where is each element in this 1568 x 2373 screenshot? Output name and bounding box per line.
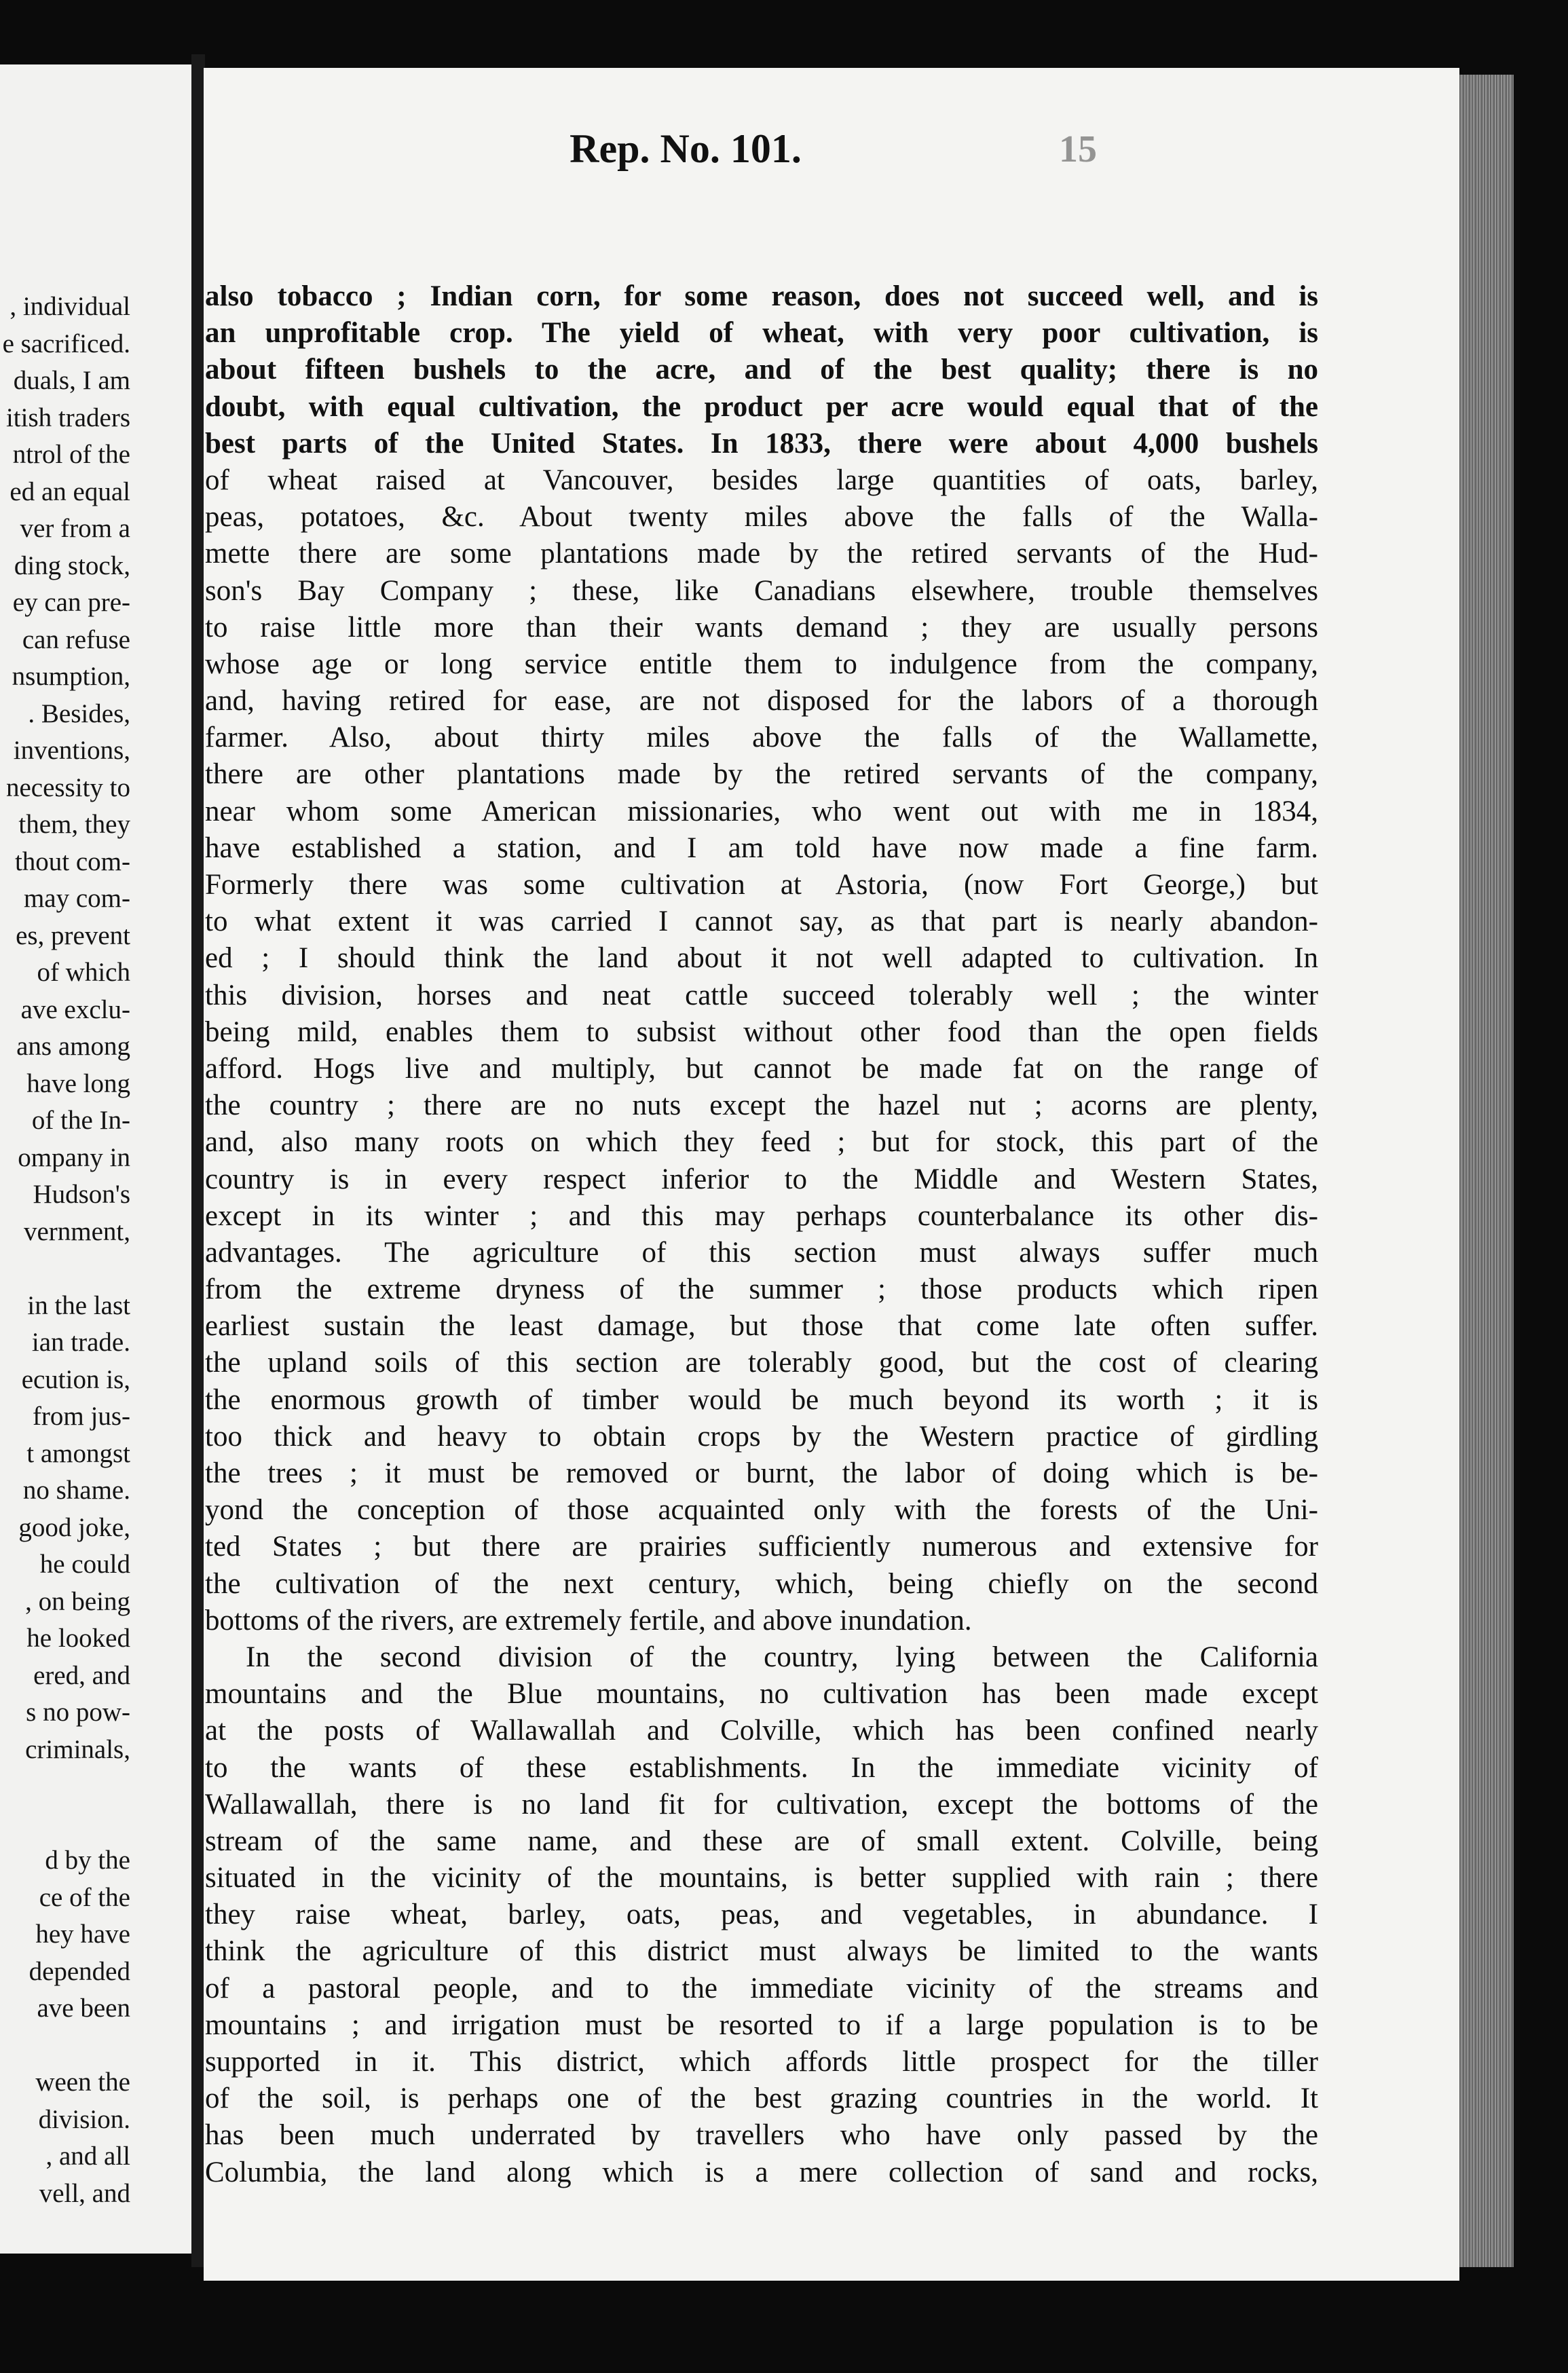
text-line: mountains ; and irrigation must be resorted to if a large population is to be bbox=[205, 2008, 1318, 2041]
page-header-title: Rep. No. 101. bbox=[570, 126, 802, 171]
left-page-line: have long bbox=[26, 1068, 130, 1098]
text-line: to raise little more than their wants demand ; they are usually persons bbox=[205, 611, 1318, 643]
left-page-line: Hudson's bbox=[33, 1180, 130, 1209]
left-page-line: ntrol of the bbox=[12, 440, 130, 469]
left-page-line: he looked bbox=[26, 1624, 130, 1653]
text-line: the trees ; it must be removed or burnt, the labor of doing which is be- bbox=[205, 1457, 1318, 1489]
text-line: yond the conception of those acquainted only with the forests of the Uni- bbox=[205, 1494, 1318, 1527]
left-page-line: good joke, bbox=[18, 1512, 130, 1542]
left-page-line: ian trade. bbox=[31, 1328, 130, 1357]
text-line: In the second division of the country, lying between the California bbox=[246, 1641, 1318, 1673]
left-page-line: them, they bbox=[18, 810, 130, 839]
text-line: of the soil, is perhaps one of the best grazing countries in the world. It bbox=[205, 2082, 1318, 2115]
text-line: think the agriculture of this district must always be limited to the wants bbox=[205, 1935, 1318, 1968]
left-page-line: d by the bbox=[45, 1846, 130, 1875]
text-line: also tobacco ; Indian corn, for some reason, does not succeed well, and is bbox=[205, 280, 1318, 312]
text-line: has been much underrated by travellers who have only passed by the bbox=[205, 2119, 1318, 2152]
left-page-line: ce of the bbox=[39, 1882, 130, 1912]
text-line: this division, horses and neat cattle succeed tolerably well ; the winter bbox=[205, 979, 1318, 1011]
text-line: near whom some American missionaries, who went out with me in 1834, bbox=[205, 795, 1318, 827]
left-page-line: ans among bbox=[16, 1032, 130, 1061]
left-page-line: ed an equal bbox=[10, 477, 130, 506]
left-page-line: , individual bbox=[10, 292, 130, 321]
text-line: ted States ; but there are prairies sufficiently numerous and extensive for bbox=[205, 1531, 1318, 1563]
text-line: mountains and the Blue mountains, no cultivation has been made except bbox=[205, 1678, 1318, 1711]
text-line: stream of the same name, and these are of small extent. Colville, being bbox=[205, 1825, 1318, 1857]
text-line: whose age or long service entitle them to indulgence from the company, bbox=[205, 648, 1318, 680]
left-page-line: , and all bbox=[45, 2142, 130, 2171]
text-line: afford. Hogs live and multiply, but cannot be made fat on the range of bbox=[205, 1052, 1318, 1085]
left-page-line: itish traders bbox=[5, 403, 130, 432]
text-line: from the extreme dryness of the summer ; those products which ripen bbox=[205, 1273, 1318, 1306]
text-line: at the posts of Wallawallah and Colville, which has been confined nearly bbox=[205, 1715, 1318, 1747]
left-page-line: necessity to bbox=[5, 772, 130, 802]
text-line: earliest sustain the least damage, but those that come late often suffer. bbox=[205, 1310, 1318, 1343]
text-line: peas, potatoes, &c. About twenty miles above the falls of the Walla- bbox=[205, 501, 1318, 534]
left-page-line: of which bbox=[37, 958, 130, 987]
left-page-line: s no pow- bbox=[26, 1698, 130, 1727]
page-body-text bbox=[205, 278, 1318, 2191]
book-spine bbox=[191, 54, 205, 2267]
text-line: farmer. Also, about thirty miles above the falls of the Wallamette, bbox=[205, 722, 1318, 754]
left-page-line: duals, I am bbox=[13, 366, 130, 395]
left-page-line: ave exclu- bbox=[20, 994, 130, 1024]
text-line: ed ; I should think the land about it not well adapted to cultivation. In bbox=[205, 942, 1318, 975]
left-page-line: hey have bbox=[35, 1920, 130, 1949]
left-page-line: vell, and bbox=[39, 2178, 130, 2208]
left-page-line: . Besides, bbox=[28, 698, 130, 728]
left-page-line: thout com- bbox=[14, 846, 130, 876]
left-page-line: ver from a bbox=[20, 514, 130, 543]
page-edge bbox=[1459, 75, 1514, 2267]
text-line: of a pastoral people, and to the immediate vicinity of the streams and bbox=[205, 1972, 1318, 2004]
text-line: about fifteen bushels to the acre, and of the best quality; there is no bbox=[205, 354, 1318, 386]
left-page-line: ecution is, bbox=[21, 1364, 130, 1394]
left-page-line: criminals, bbox=[25, 1734, 130, 1764]
text-line: except in its winter ; and this may perhaps counterbalance its other dis- bbox=[205, 1199, 1318, 1232]
left-page-line: no shame. bbox=[22, 1476, 130, 1505]
text-line: Wallawallah, there is no land fit for cultivation, except the bottoms of the bbox=[205, 1788, 1318, 1820]
left-page-line: in the last bbox=[27, 1290, 130, 1320]
text-line: bottoms of the rivers, are extremely fertile, and above inundation. bbox=[205, 1604, 972, 1637]
left-page-line: ompany in bbox=[18, 1142, 130, 1172]
left-page-line: from jus- bbox=[32, 1402, 130, 1431]
text-line: have established a station, and I am told have now made a fine farm. bbox=[205, 832, 1318, 864]
text-line: the cultivation of the next century, which, being chiefly on the second bbox=[205, 1567, 1318, 1600]
text-line: they raise wheat, barley, oats, peas, and vegetables, in abundance. I bbox=[205, 1899, 1318, 1931]
left-page-line: e sacrificed. bbox=[2, 329, 130, 358]
text-line: doubt, with equal cultivation, the product per acre would equal that of the bbox=[205, 390, 1318, 423]
left-page-line: may com- bbox=[23, 884, 130, 913]
left-page-line: division. bbox=[38, 2104, 130, 2134]
left-page-line: es, prevent bbox=[16, 920, 130, 950]
text-line: advantages. The agriculture of this section must always suffer much bbox=[205, 1236, 1318, 1269]
left-page-line: ey can pre- bbox=[12, 588, 130, 617]
left-page-line: t amongst bbox=[26, 1438, 130, 1468]
text-line: situated in the vicinity of the mountains, is better supplied with rain ; there bbox=[205, 1862, 1318, 1894]
left-page-text bbox=[0, 288, 130, 2212]
text-line: the country ; there are no nuts except the hazel nut ; acorns are plenty, bbox=[205, 1089, 1318, 1122]
left-page-line: nsumption, bbox=[12, 662, 130, 691]
text-line: of wheat raised at Vancouver, besides large quantities of oats, barley, bbox=[205, 464, 1318, 496]
left-page-line: ding stock, bbox=[14, 550, 130, 580]
left-page-line: , on being bbox=[25, 1586, 130, 1616]
left-page-line: can refuse bbox=[22, 624, 130, 654]
left-page-line: of the In- bbox=[31, 1106, 130, 1135]
text-line: son's Bay Company ; these, like Canadians elsewhere, trouble themselves bbox=[205, 574, 1318, 607]
text-line: to the wants of these establishments. In the immediate vicinity of bbox=[205, 1751, 1318, 1784]
text-line: an unprofitable crop. The yield of wheat, with very poor cultivation, is bbox=[205, 317, 1318, 350]
text-line: to what extent it was carried I cannot say, as that part is nearly abandon- bbox=[205, 905, 1318, 938]
text-line: Formerly there was some cultivation at Astoria, (now Fort George,) but bbox=[205, 869, 1318, 901]
text-line: mette there are some plantations made by the retired servants of the Hud- bbox=[205, 538, 1318, 570]
text-line: and, having retired for ease, are not disposed for the labors of a thorough bbox=[205, 685, 1318, 717]
left-page-line: ave been bbox=[37, 1994, 130, 2023]
left-page-line: ered, and bbox=[33, 1660, 130, 1690]
text-line: country is in every respect inferior to the Middle and Western States, bbox=[205, 1163, 1318, 1195]
left-page-line: vernment, bbox=[23, 1216, 130, 1246]
left-facing-page bbox=[0, 64, 191, 2254]
text-line: there are other plantations made by the retired servants of the company, bbox=[205, 758, 1318, 791]
text-line: being mild, enables them to subsist without other food than the open fields bbox=[205, 1015, 1318, 1048]
text-line: and, also many roots on which they feed ; but for stock, this part of the bbox=[205, 1126, 1318, 1159]
text-line: the enormous growth of timber would be much beyond its worth ; it is bbox=[205, 1383, 1318, 1416]
left-page-line: ween the bbox=[35, 2068, 130, 2097]
left-page-line: he could bbox=[39, 1550, 130, 1579]
text-line: the upland soils of this section are tolerably good, but the cost of clearing bbox=[205, 1347, 1318, 1379]
text-line: Columbia, the land along which is a mere collection of sand and rocks, bbox=[205, 2156, 1318, 2188]
text-line: supported in it. This district, which affords little prospect for the tiller bbox=[205, 2046, 1318, 2078]
left-page-line: depended bbox=[29, 1956, 130, 1986]
text-line: too thick and heavy to obtain crops by the Western practice of girdling bbox=[205, 1420, 1318, 1453]
text-line: best parts of the United States. In 1833, there were about 4,000 bushels bbox=[205, 427, 1318, 460]
page-number: 15 bbox=[1059, 128, 1097, 170]
left-page-line: inventions, bbox=[13, 736, 130, 765]
